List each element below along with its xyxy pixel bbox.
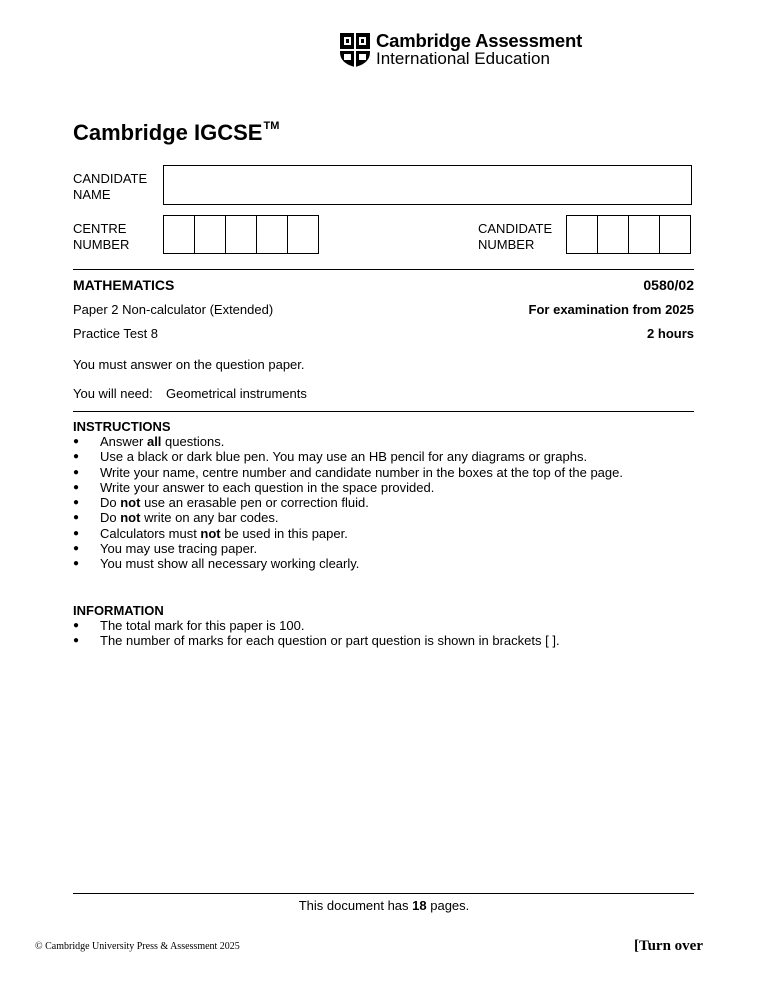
candidate-number-label [478, 221, 552, 253]
centre-digit-box[interactable] [163, 215, 195, 254]
subject-title: MATHEMATICS [73, 277, 175, 293]
exam-from: For examination from 2025 [528, 302, 694, 317]
need-label: You will need: [73, 386, 153, 401]
instruction-item: ● Do not write on any bar codes. [73, 510, 623, 525]
centre-digit-box[interactable] [287, 215, 319, 254]
centre-digit-box[interactable] [194, 215, 226, 254]
candidate-name-label [73, 171, 147, 203]
information-list [73, 618, 560, 649]
information-heading: INFORMATION [73, 603, 164, 618]
centre-number-boxes [163, 215, 319, 254]
candidate-digit-box[interactable] [628, 215, 660, 254]
turn-over: [Turn over [633, 938, 703, 954]
copyright: © Cambridge University Press & Assessment 2025 [35, 941, 240, 952]
instruction-item: ● You must show all necessary working clearly. [73, 556, 623, 571]
duration: 2 hours [647, 326, 694, 341]
centre-number-label-line2: NUMBER [73, 237, 130, 252]
cambridge-logo [339, 30, 583, 70]
instruction-item: ● You may use tracing paper. [73, 541, 623, 556]
information-item: ● The total mark for this paper is 100. [73, 618, 560, 633]
candidate-name-box[interactable] [163, 165, 692, 205]
candidate-number-label-line1: CANDIDATE [478, 221, 553, 236]
university-crest-icon [339, 32, 371, 68]
centre-number-label-line1: CENTRE [73, 221, 127, 236]
candidate-number-boxes [566, 215, 691, 254]
instruction-item: ● Answer all questions. [73, 434, 623, 449]
instruction-item: ● Calculators must not be used in this paper. [73, 526, 623, 541]
instruction-item: ● Write your answer to each question in the space provided. [73, 480, 623, 495]
title-text: Cambridge IGCSE [73, 120, 263, 145]
centre-digit-box[interactable] [225, 215, 257, 254]
logo-line-2: International Education [376, 49, 550, 68]
instruction-item: ● Write your name, centre number and candidate number in the boxes at the top of the page. [73, 465, 623, 480]
instructions-list [73, 434, 623, 572]
candidate-name-label-line1: CANDIDATE [73, 171, 148, 186]
candidate-number-label-line2: NUMBER [478, 237, 535, 252]
candidate-digit-box[interactable] [659, 215, 691, 254]
instruction-item: ● Use a black or dark blue pen. You may use an HB pencil for any diagrams or graphs. [73, 449, 623, 464]
logo-line-1: Cambridge Assessment [376, 30, 583, 51]
candidate-digit-box[interactable] [597, 215, 629, 254]
candidate-name-label-line2: NAME [73, 187, 111, 202]
instructions-heading: INSTRUCTIONS [73, 419, 171, 434]
test-name: Practice Test 8 [73, 326, 159, 341]
answer-note: You must answer on the question paper. [73, 357, 305, 372]
centre-number-label [73, 221, 129, 253]
syllabus-code: 0580/02 [643, 277, 694, 293]
candidate-digit-box[interactable] [566, 215, 598, 254]
trademark-mark: TM [263, 119, 280, 132]
paper-name: Paper 2 Non-calculator (Extended) [73, 302, 274, 317]
page-count-note: This document has 18 pages. [298, 898, 470, 913]
divider [73, 411, 694, 412]
centre-digit-box[interactable] [256, 215, 288, 254]
need-items: Geometrical instruments [166, 386, 307, 401]
instruction-item: ● Do not use an erasable pen or correction fluid. [73, 495, 623, 510]
information-item: ● The number of marks for each question or part question is shown in brackets [ ]. [73, 633, 560, 648]
page-title [73, 120, 279, 146]
footer-divider [73, 893, 694, 894]
divider [73, 269, 694, 270]
